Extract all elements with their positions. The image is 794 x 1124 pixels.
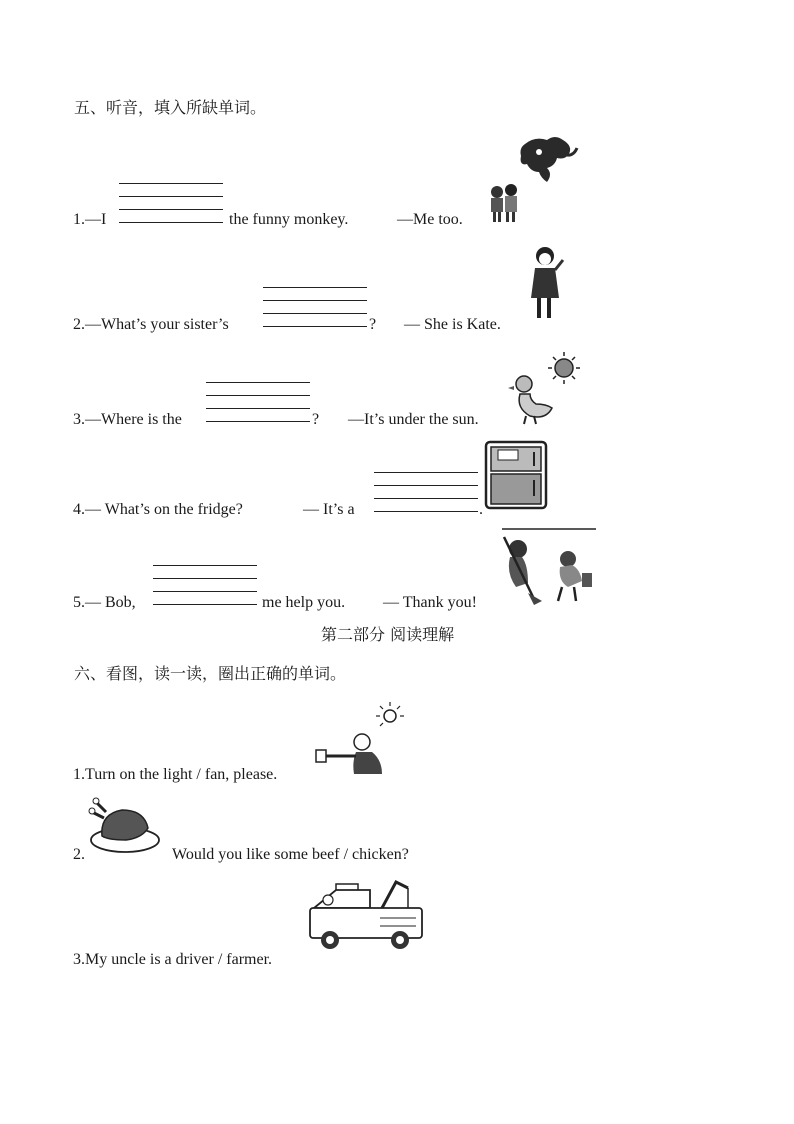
item-4-prompt: 4.— What’s on the fridge? bbox=[73, 501, 243, 518]
reading-item-1: 1.Turn on the light / fan, please. bbox=[73, 766, 278, 783]
item-1-response: —Me too. bbox=[397, 211, 463, 228]
item-5-writing-lines[interactable] bbox=[153, 560, 257, 606]
kids-sweeping-picture bbox=[498, 527, 598, 607]
item-2-prompt: 2.—What’s your sister’s bbox=[73, 316, 229, 333]
monkey-and-kids-picture bbox=[485, 134, 585, 226]
duck-and-sun-picture bbox=[508, 350, 586, 428]
item-1-sentence-end: the funny monkey. bbox=[229, 211, 349, 228]
item-5-sentence-end: me help you. bbox=[262, 594, 346, 611]
item-3-prompt: 3.—Where is the bbox=[73, 411, 182, 428]
tow-truck-picture bbox=[306, 878, 430, 958]
item-2-sentence-end: ? bbox=[369, 316, 377, 333]
item-1-writing-lines[interactable] bbox=[119, 178, 223, 224]
item-3-sentence-end: ? bbox=[312, 411, 320, 428]
item-4-response: — It’s a bbox=[303, 501, 355, 518]
light-switch-picture bbox=[312, 700, 412, 776]
roast-chicken-picture bbox=[88, 796, 162, 854]
item-2-response: — She is Kate. bbox=[404, 316, 501, 333]
section-6-heading: 六、看图，读一读，圈出正确的单词。 bbox=[74, 664, 347, 683]
item-3-writing-lines[interactable] bbox=[206, 377, 310, 423]
girl-picture bbox=[527, 246, 567, 322]
item-5-response: — Thank you! bbox=[383, 594, 477, 611]
reading-item-3: 3.My uncle is a driver / farmer. bbox=[73, 951, 273, 968]
item-5-prompt: 5.— Bob, bbox=[73, 594, 136, 611]
item-4-sentence-end: . bbox=[479, 501, 483, 518]
part-2-title: 第二部分 阅读理解 bbox=[321, 625, 455, 644]
item-2-writing-lines[interactable] bbox=[263, 282, 367, 328]
item-4-writing-lines[interactable] bbox=[374, 467, 478, 513]
item-3-response: —It’s under the sun. bbox=[348, 411, 479, 428]
fridge-picture bbox=[484, 440, 548, 510]
reading-item-2: Would you like some beef / chicken? bbox=[172, 846, 409, 863]
section-5-heading: 五、听音，填入所缺单词。 bbox=[74, 98, 267, 117]
item-1-prompt: 1.—I bbox=[73, 211, 107, 228]
reading-item-2-number: 2. bbox=[73, 846, 85, 863]
